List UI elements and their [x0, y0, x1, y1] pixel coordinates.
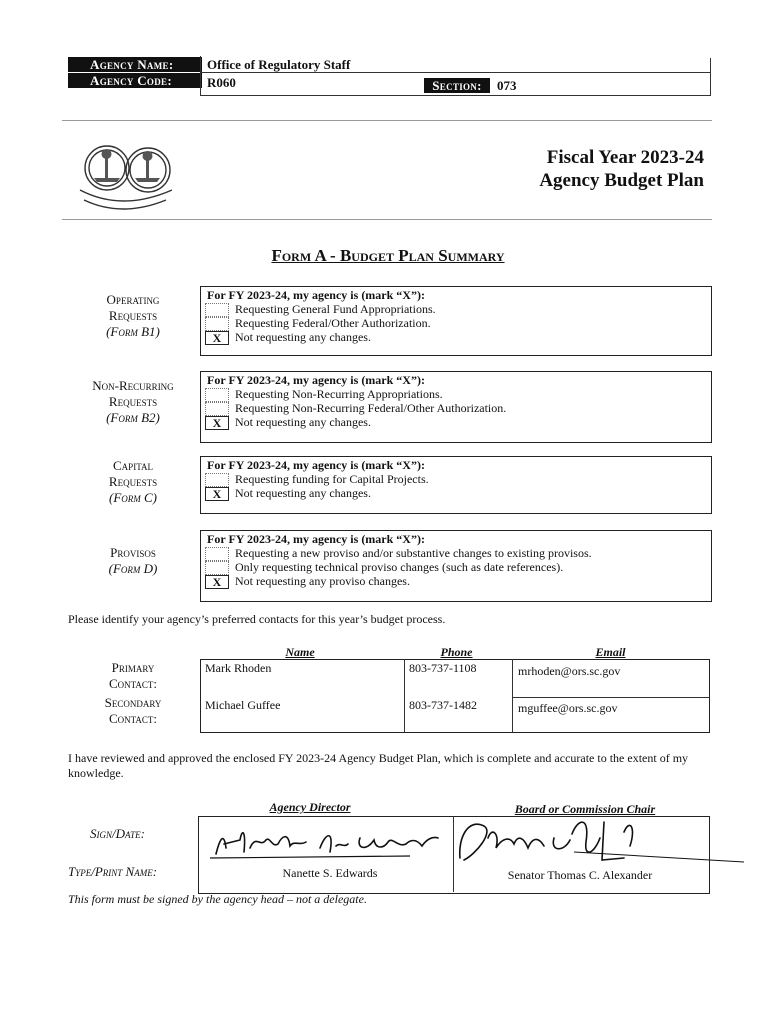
- contacts-phone-header: Phone: [440, 645, 473, 659]
- contacts-col-divider: [404, 659, 405, 732]
- option-nr-federal-other[interactable]: Requesting Non-Recurring Federal/Other Authorization.: [201, 401, 711, 415]
- option-general-fund[interactable]: Requesting General Fund Appropriations.: [201, 302, 711, 316]
- contacts-col-divider: [512, 659, 513, 732]
- chair-signature-image: [454, 808, 744, 868]
- option-new-proviso[interactable]: Requesting a new proviso and/or substantive changes to existing provisos.: [201, 546, 711, 560]
- contacts-email-header: Email: [595, 645, 626, 659]
- option-no-proviso-changes[interactable]: X Not requesting any proviso changes.: [201, 574, 711, 588]
- capital-question: For FY 2023-24, my agency is (mark “X”):: [207, 458, 425, 472]
- header-divider: [200, 72, 710, 73]
- operating-question: For FY 2023-24, my agency is (mark “X”):: [207, 288, 425, 302]
- checkbox-checked[interactable]: X: [205, 331, 229, 345]
- primary-contact-name: Mark Rhoden: [205, 661, 272, 675]
- provisos-question: For FY 2023-24, my agency is (mark “X”):: [207, 532, 425, 546]
- option-no-changes[interactable]: X Not requesting any changes.: [201, 330, 711, 344]
- header-bottom-rule: [200, 95, 710, 96]
- option-nr-no-changes[interactable]: X Not requesting any changes.: [201, 415, 711, 429]
- header-right-rule: [710, 58, 711, 96]
- checkbox-checked[interactable]: X: [205, 416, 229, 430]
- capital-requests-label: Capital Requests (Form C): [108, 458, 158, 505]
- sign-date-label: Sign/Date:: [90, 826, 145, 841]
- provisos-box: [200, 530, 712, 602]
- form-title: Form A - Budget Plan Summary: [271, 246, 505, 265]
- operating-requests-label: Operating Requests (Form B1): [106, 292, 160, 339]
- operating-requests-box: [200, 286, 712, 356]
- primary-contact-label: Primary Contact:: [108, 660, 158, 691]
- non-recurring-requests-box: [200, 371, 712, 443]
- primary-contact-email[interactable]: mrhoden@ors.sc.gov: [518, 664, 621, 678]
- type-print-name-label: Type/Print Name:: [68, 864, 158, 879]
- secondary-contact-phone: 803-737-1482: [409, 698, 477, 712]
- contacts-row-divider: [512, 697, 709, 698]
- checkbox-checked[interactable]: X: [205, 575, 229, 589]
- option-federal-other[interactable]: Requesting Federal/Other Authorization.: [201, 316, 711, 330]
- agency-code-value: R060: [207, 75, 236, 90]
- approval-statement: I have reviewed and approved the enclosed FY 2023-24 Agency Budget Plan, which is complete and accurate to the extent of my knowledge.: [68, 751, 689, 780]
- budget-plan-title: Agency Budget Plan: [539, 170, 704, 191]
- footer-note: This form must be signed by the agency head – not a delegate.: [68, 892, 367, 906]
- agency-code-label: Agency Code:: [68, 73, 202, 88]
- agency-name-label: Agency Name:: [68, 57, 202, 72]
- director-signature-image: [210, 818, 450, 860]
- section-value: 073: [497, 78, 517, 93]
- contacts-name-header: Name: [285, 645, 315, 659]
- option-technical-proviso[interactable]: Only requesting technical proviso changes (such as date references).: [201, 560, 711, 574]
- agency-name-value: Office of Regulatory Staff: [207, 57, 351, 72]
- option-capital-no-changes[interactable]: X Not requesting any changes.: [201, 486, 711, 500]
- non-recurring-question: For FY 2023-24, my agency is (mark “X”):: [207, 373, 425, 387]
- option-nr-appropriations[interactable]: Requesting Non-Recurring Appropriations.: [201, 387, 711, 401]
- non-recurring-requests-label: Non-Recurring Requests (Form B2): [92, 378, 174, 425]
- title-bottom-rule: [62, 219, 712, 220]
- board-chair-header: Board or Commission Chair: [514, 802, 656, 816]
- capital-requests-box: [200, 456, 712, 514]
- contacts-intro: Please identify your agency’s preferred contacts for this year’s budget process.: [68, 612, 446, 626]
- secondary-contact-label: Secondary Contact:: [104, 695, 162, 726]
- director-printed-name: Nanette S. Edwards: [282, 866, 378, 880]
- checkbox-checked[interactable]: X: [205, 487, 229, 501]
- chair-printed-name: Senator Thomas C. Alexander: [507, 868, 653, 882]
- secondary-contact-name: Michael Guffee: [205, 698, 281, 712]
- header-left-rule: [200, 56, 201, 96]
- provisos-label: Provisos (Form D): [108, 545, 158, 576]
- agency-director-header: Agency Director: [269, 800, 351, 814]
- secondary-contact-email[interactable]: mguffee@ors.sc.gov: [518, 701, 618, 715]
- fiscal-year-title: Fiscal Year 2023-24: [546, 147, 704, 168]
- section-label: Section:: [424, 78, 490, 93]
- primary-contact-phone: 803-737-1108: [409, 661, 477, 675]
- option-capital-projects[interactable]: Requesting funding for Capital Projects.: [201, 472, 711, 486]
- state-seal-icon: [62, 120, 172, 220]
